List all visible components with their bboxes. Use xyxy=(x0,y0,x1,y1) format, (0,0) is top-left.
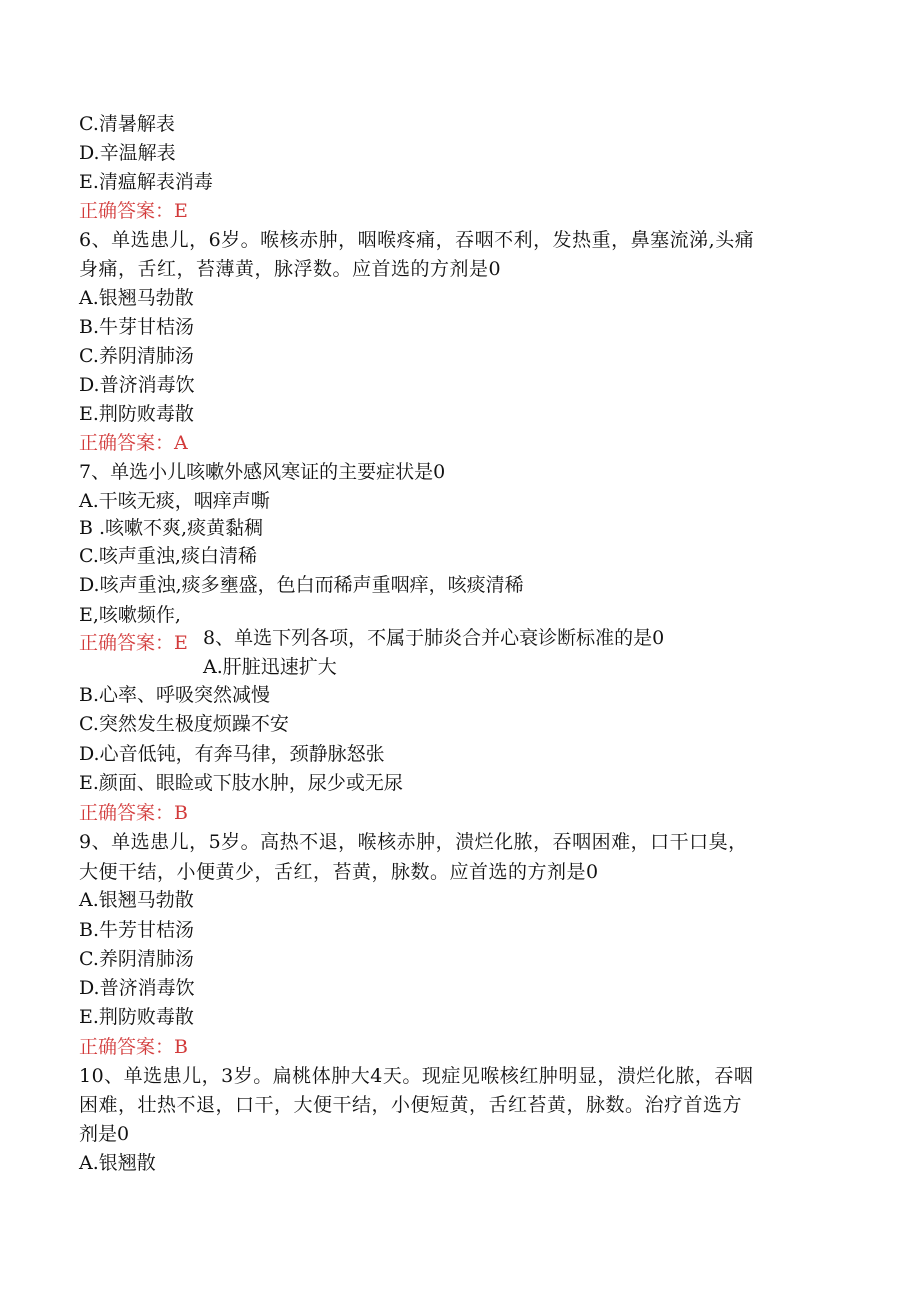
option-c-q6: C.养阴清肺汤 xyxy=(79,345,194,367)
question-7-stem: 7、单选小儿咳嗽外感风寒证的主要症状是0 xyxy=(79,461,446,483)
question-8-stem: 8、单选下列各项，不属于肺炎合并心衰诊断标准的是0 xyxy=(203,627,665,649)
option-e-q8: E.颜面、眼睑或下肢水肿，尿少或无尿 xyxy=(79,772,403,794)
answer-q9: 正确答案：B xyxy=(79,1036,188,1058)
question-10-stem-line1: 10、单选患儿，3岁。扁桃体肿大4天。现症见喉核红肿明显，溃烂化脓，吞咽 xyxy=(79,1065,754,1087)
option-a-q10: A.银翘散 xyxy=(79,1152,156,1174)
option-b-q7: B .咳嗽不爽,痰黄黏稠 xyxy=(79,517,264,539)
option-c-q9: C.养阴清肺汤 xyxy=(79,948,194,970)
option-d-q9: D.普济消毒饮 xyxy=(79,977,195,999)
answer-q8: 正确答案：B xyxy=(79,802,188,824)
option-e-q6: E.荆防败毒散 xyxy=(79,403,194,425)
option-a-q8: A.肝脏迅速扩大 xyxy=(203,656,337,678)
option-d-q6: D.普济消毒饮 xyxy=(79,374,195,396)
option-e-q9: E.荆防败毒散 xyxy=(79,1006,194,1028)
option-c-q7: C.咳声重浊,痰白清稀 xyxy=(79,545,257,567)
option-e-q7: E,咳嗽频作, xyxy=(79,604,181,626)
option-d-q5: D.辛温解表 xyxy=(79,142,176,164)
option-a-q9: A.银翘马勃散 xyxy=(79,889,194,911)
option-a-q7: A.干咳无痰，咽痒声嘶 xyxy=(79,490,270,512)
option-a-q6: A.银翘马勃散 xyxy=(79,287,194,309)
question-9-stem-line1: 9、单选患儿，5岁。高热不退，喉核赤肿，溃烂化脓，吞咽困难，口干口臭， xyxy=(79,831,748,853)
option-b-q9: B.牛芳甘桔汤 xyxy=(79,919,195,941)
answer-q6: 正确答案：A xyxy=(79,432,188,454)
question-10-stem-line3: 剂是0 xyxy=(79,1123,130,1145)
question-10-stem-line2: 困难，壮热不退，口干，大便干结，小便短黄，舌红苔黄，脉数。治疗首选方 xyxy=(79,1094,743,1116)
option-e-q5: E.清瘟解表消毒 xyxy=(79,171,213,193)
answer-q5: 正确答案：E xyxy=(79,200,188,222)
option-b-q6: B.牛芽甘桔汤 xyxy=(79,316,195,338)
option-b-q8: B.心率、呼吸突然减慢 xyxy=(79,684,271,706)
question-6-stem-line1: 6、单选患儿，6岁。喉核赤肿，咽喉疼痛，吞咽不利，发热重，鼻塞流涕,头痛 xyxy=(79,229,755,251)
option-c-q5: C.清暑解表 xyxy=(79,113,175,135)
question-6-stem-line2: 身痛，舌红，苔薄黄，脉浮数。应首选的方剂是0 xyxy=(79,258,502,280)
answer-q7: 正确答案：E xyxy=(79,632,188,654)
option-d-q7: D.咳声重浊,痰多壅盛，色白而稀声重咽痒，咳痰清稀 xyxy=(79,574,524,596)
question-9-stem-line2: 大便干结，小便黄少，舌红，苔黄，脉数。应首选的方剂是0 xyxy=(79,861,599,883)
option-d-q8: D.心音低钝，有奔马律，颈静脉怒张 xyxy=(79,743,385,765)
option-c-q8: C.突然发生极度烦躁不安 xyxy=(79,713,289,735)
